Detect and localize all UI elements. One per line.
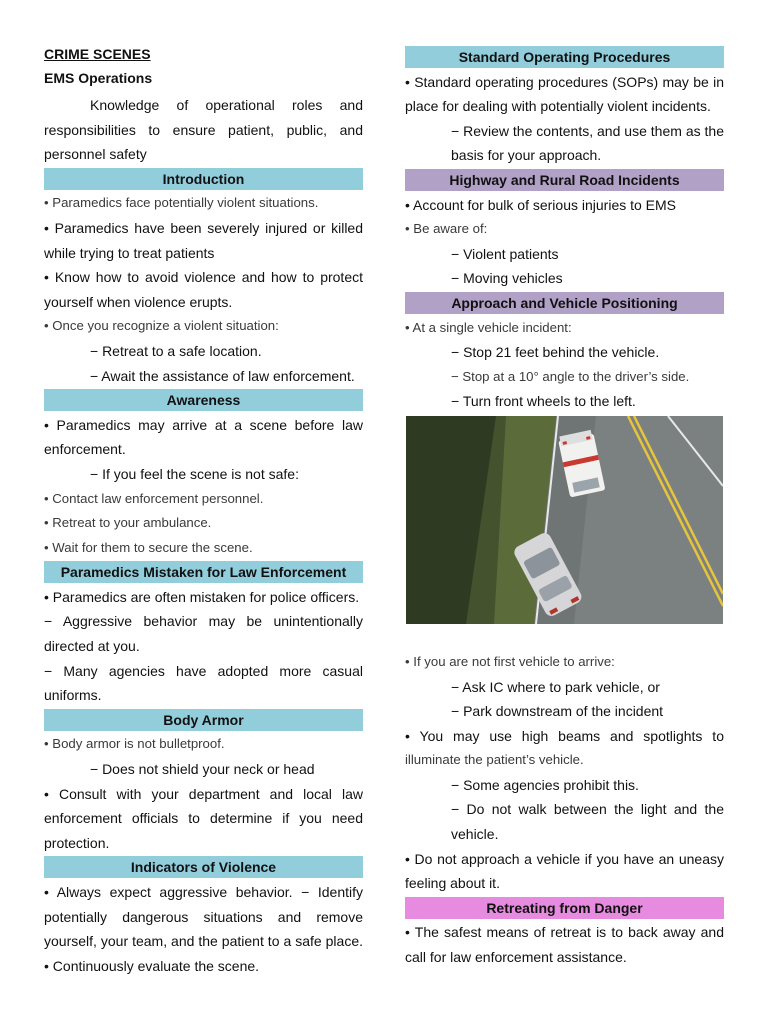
intro-text-line: Knowledge of operational roles and xyxy=(90,97,363,113)
body-line: call for law enforcement assistance. xyxy=(405,949,627,966)
body-line: − Many agencies have adopted more casual xyxy=(44,662,363,679)
body-line: − Ask IC where to park vehicle, or xyxy=(451,678,660,695)
section-heading-approach: Approach and Vehicle Positioning xyxy=(405,292,724,314)
body-line: − Some agencies prohibit this. xyxy=(451,776,639,793)
section-heading-introduction: Introduction xyxy=(44,168,363,190)
right-column xyxy=(405,44,724,970)
body-line: • At a single vehicle incident: xyxy=(405,319,572,335)
body-line: − Violent patients xyxy=(451,245,559,262)
ambulance-roadside-photo-svg xyxy=(406,416,723,624)
section-heading-retreating: Retreating from Danger xyxy=(405,897,724,919)
body-line: • Paramedics face potentially violent situations. xyxy=(44,195,319,211)
body-line: • Once you recognize a violent situation: xyxy=(44,318,279,334)
body-line: feeling about it. xyxy=(405,875,500,892)
body-line: − Await the assistance of law enforcement. xyxy=(90,367,355,384)
body-line: enforcement officials to determine if you need xyxy=(44,810,363,827)
body-line: • Standard operating procedures (SOPs) may be in xyxy=(405,73,724,90)
body-line: • Contact law enforcement personnel. xyxy=(44,490,264,506)
document-subtitle: EMS Operations xyxy=(44,70,153,86)
section-heading-awareness: Awareness xyxy=(44,389,363,411)
body-line: • Paramedics are often mistaken for police officers. xyxy=(44,588,360,605)
body-line: − Does not shield your neck or head xyxy=(90,761,315,778)
body-line: • Paramedics have been severely injured or killed xyxy=(44,219,363,236)
left-column xyxy=(44,44,363,978)
body-line: • Retreat to your ambulance. xyxy=(44,515,212,531)
body-line: − Aggressive behavior may be unintentionally xyxy=(44,613,363,630)
body-line: − Retreat to a safe location. xyxy=(90,342,262,359)
ambulance-roadside-photo xyxy=(406,416,723,624)
body-line: • You may use high beams and spotlights to xyxy=(405,727,724,744)
body-line: − If you feel the scene is not safe: xyxy=(90,465,299,482)
body-line: • Body armor is not bulletproof. xyxy=(44,736,225,752)
body-line: place for dealing with potentially violent incidents. xyxy=(405,98,711,115)
body-line: illuminate the patient’s vehicle. xyxy=(405,752,584,768)
body-line: yourself when violence erupts. xyxy=(44,293,233,310)
body-line: − Do not walk between the light and the xyxy=(451,801,724,818)
body-line: yourself, your team, and the patient to a safe place. xyxy=(44,933,363,950)
body-line: while trying to treat patients xyxy=(44,244,215,261)
body-line: basis for your approach. xyxy=(451,147,602,164)
section-heading-body-armor: Body Armor xyxy=(44,709,363,731)
body-line: • Do not approach a vehicle if you have an uneasy xyxy=(405,850,724,867)
spacer xyxy=(405,624,724,650)
intro-text-line: responsibilities to ensure patient, public, and xyxy=(44,121,363,138)
body-line: • Always expect aggressive behavior. − Identify xyxy=(44,884,363,900)
body-line: potentially dangerous situations and remove xyxy=(44,908,363,925)
body-line: vehicle. xyxy=(451,826,499,843)
body-line: • If you are not first vehicle to arrive: xyxy=(405,653,615,669)
section-heading-indicators: Indicators of Violence xyxy=(44,856,363,878)
body-line: protection. xyxy=(44,834,110,851)
body-line: enforcement. xyxy=(44,441,126,458)
body-line: − Stop at a 10° angle to the driver’s side. xyxy=(451,368,690,384)
body-line: − Stop 21 feet behind the vehicle. xyxy=(451,344,660,361)
body-line: • Account for bulk of serious injuries to EMS xyxy=(405,196,677,213)
body-line: − Park downstream of the incident xyxy=(451,703,664,720)
body-line: • Know how to avoid violence and how to protect xyxy=(44,269,363,286)
body-line: uniforms. xyxy=(44,687,102,704)
body-line: • Be aware of: xyxy=(405,221,488,237)
document-title: CRIME SCENES xyxy=(44,46,151,62)
section-heading-sop: Standard Operating Procedures xyxy=(405,46,724,68)
body-line: directed at you. xyxy=(44,638,140,655)
body-line: − Turn front wheels to the left. xyxy=(451,393,636,410)
section-heading-highway: Highway and Rural Road Incidents xyxy=(405,169,724,191)
body-line: • Paramedics may arrive at a scene before law xyxy=(44,416,363,433)
body-line: • Continuously evaluate the scene. xyxy=(44,957,260,974)
body-line: − Moving vehicles xyxy=(451,270,563,287)
section-heading-mistaken: Paramedics Mistaken for Law Enforcement xyxy=(44,561,363,583)
body-line: • Consult with your department and local law xyxy=(44,785,363,802)
intro-text-line: personnel safety xyxy=(44,146,147,163)
body-line: • The safest means of retreat is to back away and xyxy=(405,924,724,941)
body-line: • Wait for them to secure the scene. xyxy=(44,539,253,555)
body-line: − Review the contents, and use them as the xyxy=(451,122,724,139)
